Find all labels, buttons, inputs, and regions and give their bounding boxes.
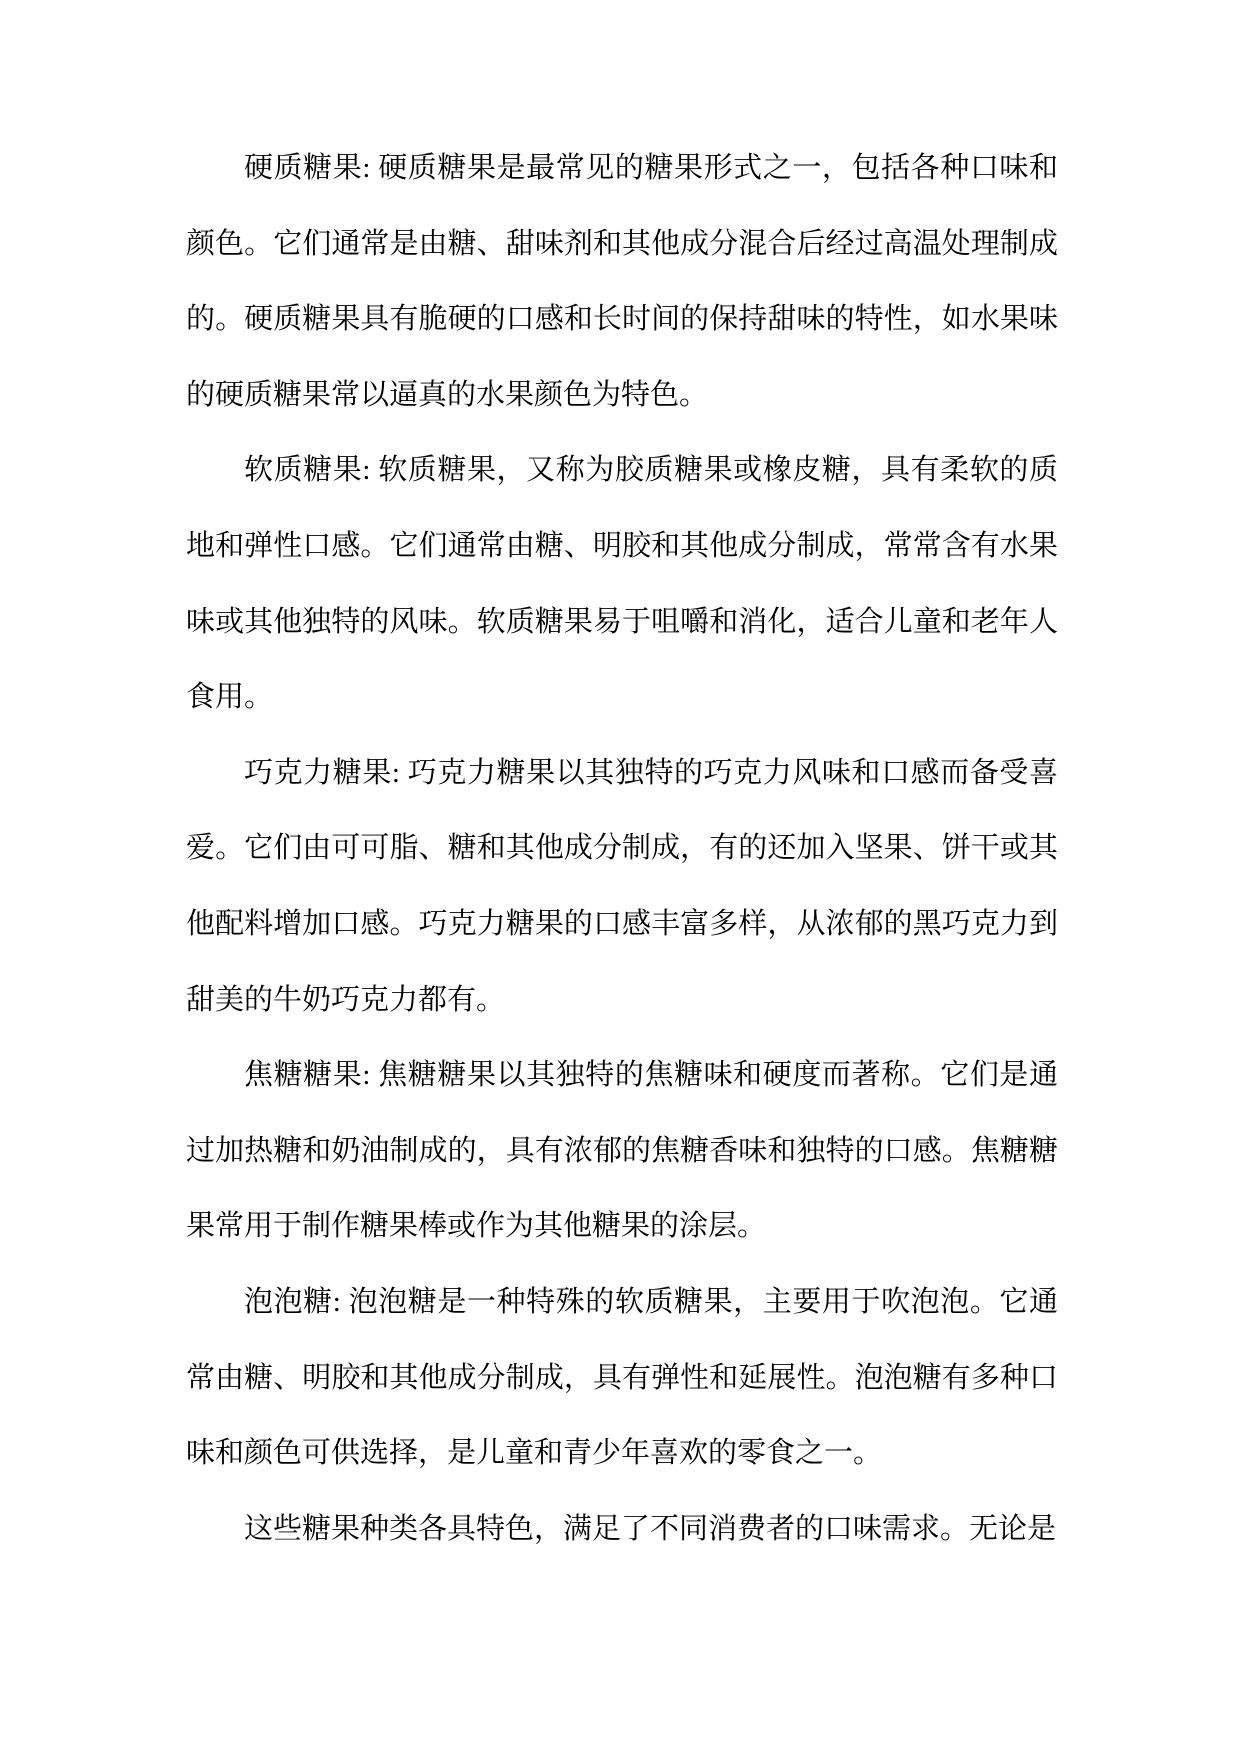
paragraph-soft-candy: 软质糖果: 软质糖果，又称为胶质糖果或橡皮糖，具有柔软的质地和弹性口感。它们通常由糖、明胶和其他成分制成，常常含有水果味或其他独特的风味。软质糖果易于咀嚼和消化，适合儿童和老年人食用。	[186, 454, 1058, 714]
paragraph-conclusion: 这些糖果种类各具特色，满足了不同消费者的口味需求。无论是	[244, 1512, 1057, 1545]
paragraph-caramel-candy: 焦糖糖果: 焦糖糖果以其独特的焦糖味和硬度而著称。它们是通过加热糖和奶油制成的，具有浓郁的焦糖香味和独特的口感。焦糖糖果常用于制作糖果棒或作为其他糖果的涂层。	[186, 1059, 1058, 1243]
paragraph-hard-candy: 硬质糖果: 硬质糖果是最常见的糖果形式之一，包括各种口味和颜色。它们通常是由糖、甜味剂和其他成分混合后经过高温处理制成的。硬质糖果具有脆硬的口感和长时间的保持甜味的特性，如水果味的硬质糖果常以逼真的水果颜色为特色。	[186, 152, 1058, 411]
document-body	[186, 131, 1058, 1567]
paragraph-chocolate-candy: 巧克力糖果: 巧克力糖果以其独特的巧克力风味和口感而备受喜爱。它们由可可脂、糖和其他成分制成，有的还加入坚果、饼干或其他配料增加口感。巧克力糖果的口感丰富多样，从浓郁的黑巧克力到甜美的牛奶巧克力都有。	[186, 756, 1058, 1016]
paragraph-bubble-gum: 泡泡糖: 泡泡糖是一种特殊的软质糖果，主要用于吹泡泡。它通常由糖、明胶和其他成分制成，具有弹性和延展性。泡泡糖有多种口味和颜色可供选择，是儿童和青少年喜欢的零食之一。	[186, 1285, 1058, 1470]
